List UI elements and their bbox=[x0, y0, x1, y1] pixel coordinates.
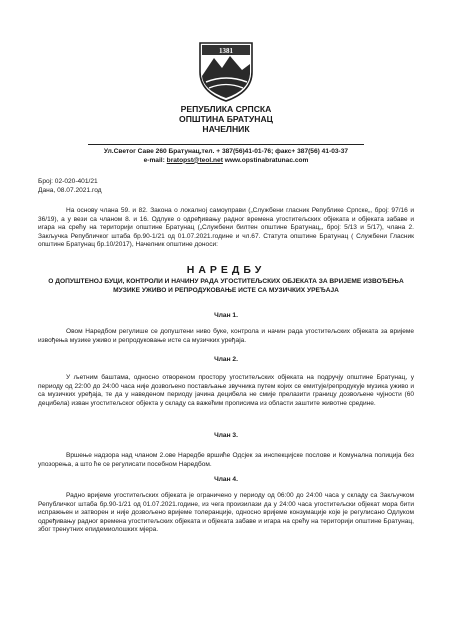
header-republic: РЕПУБЛИКА СРПСКА bbox=[180, 104, 272, 114]
letterhead-divider bbox=[88, 144, 364, 145]
article-heading-2: Члан 2. bbox=[214, 356, 238, 363]
article-heading-3: Члан 3. bbox=[214, 432, 238, 439]
municipal-coat-of-arms-icon bbox=[197, 40, 255, 104]
article-text-1 bbox=[38, 328, 414, 345]
email-link[interactable]: bratopst@teol.net bbox=[166, 156, 223, 164]
article-body-3: Вршење надзора над чланом 2.ове Наредбе вршиће Одсјек за инспекцијске послове и Комунална полиција без упозорења, а што ће се регулисати посебном Наредбом. bbox=[38, 452, 414, 468]
document-title: НАРЕДБУ bbox=[186, 264, 266, 276]
article-text-4 bbox=[38, 492, 414, 535]
letterhead bbox=[0, 104, 452, 134]
article-body-4: Радно вријеме угоститељских објеката је ограничено у периоду од 06:00 до 24:00 часа у складу са Закључком Републичког штаба бр.90-1/21 од 01.07.2021.године, из чега произилази да у 24:00 часа угоститељски објекат мора бити испражњен и затворен и није дозвољено вријеме толеранције, односно вријеме конзумације које је регулисано Одлуком одређивању радног времена угоститељских објеката и објеката забаве и игара на срећу на територији општине Братунац, због тренутних епидемиолошких мјера. bbox=[38, 492, 414, 533]
article-text-3 bbox=[38, 452, 414, 469]
website-link[interactable]: www.opstinabratunac.com bbox=[222, 156, 309, 164]
header-municipality: ОПШТИНА БРАТУНАЦ bbox=[179, 114, 273, 124]
document-date: Дана, 08.07.2021.год bbox=[38, 186, 102, 194]
article-text-2 bbox=[38, 374, 414, 408]
intro-paragraph bbox=[38, 207, 414, 250]
intro-text: На основу члана 59. и 82. Закона о локалној самоуправи („Службени гласник Републике Српске„, број: 97/16 и 36/19), а у вези са чланом 8. и 16. Одлуке о одређивању радног времена угоститељских објеката и објеката забаве и игара на срећу на територији општине Братунац („Службени билтен општине Братунац„, број: 5/13 и 5/17), члана 2. Закључка Републичког штаба бр.90-1/21 од 01.07.2021.године и чл.67. Статута општине Братунац ( Службени Гласник општине Братунац бр.10/2017), Начелник општине доноси: bbox=[38, 207, 414, 248]
document-meta bbox=[38, 178, 102, 195]
article-heading-4: Члан 4. bbox=[214, 476, 238, 483]
article-heading-1: Члан 1. bbox=[214, 312, 238, 319]
contact-web-line bbox=[0, 157, 452, 166]
document-number: Број: 02-020-401/21 bbox=[38, 178, 98, 185]
contact-info bbox=[0, 148, 452, 165]
contact-address: Ул.Светог Саве 260 Братунац,тел. + 387(56)41-01-76; факс+ 387(56) 41-03-37 bbox=[103, 148, 349, 155]
email-label: e-mail: bbox=[143, 156, 167, 164]
document-subtitle: О ДОПУШТЕНОЈ БУЦИ, КОНТРОЛИ И НАЧИНУ РАДА УГОСТИТЕЉСКИХ ОБЈЕКАТА ЗА ВРИЈЕМЕ ИЗВОЂЕЊА МУЗИКЕ УЖИВО И РЕПРОДУКОВАЊЕ ИСТЕ СА МУЗИЧКИХ УРЕЂАЈА bbox=[48, 278, 404, 294]
crest-year: 1381 bbox=[219, 47, 233, 55]
header-mayor: НАЧЕЛНИК bbox=[202, 124, 250, 134]
article-body-1: Овом Наредбом регулише се допуштени ниво буке, контрола и начин рада угоститељских објеката за вријеме извођења музике уживо и репродуковање исте са музичких уређаја. bbox=[38, 328, 414, 344]
article-body-2: У љетним баштама, односно отвореном простору угоститељских објеката на подручју општине Братунац, у периоду од 22:00 до 24:00 часа није дозвољено постављање звучника путем којих се емитује/репродукује музика уживо и са музичких уређаја, те да у наведеном периоду јачина децибела не смије прелазити границу дозвољене чујности (60 децибела) изван угоститељског објекта у складу са важећим прописима из области заштите животне средине. bbox=[38, 374, 414, 407]
